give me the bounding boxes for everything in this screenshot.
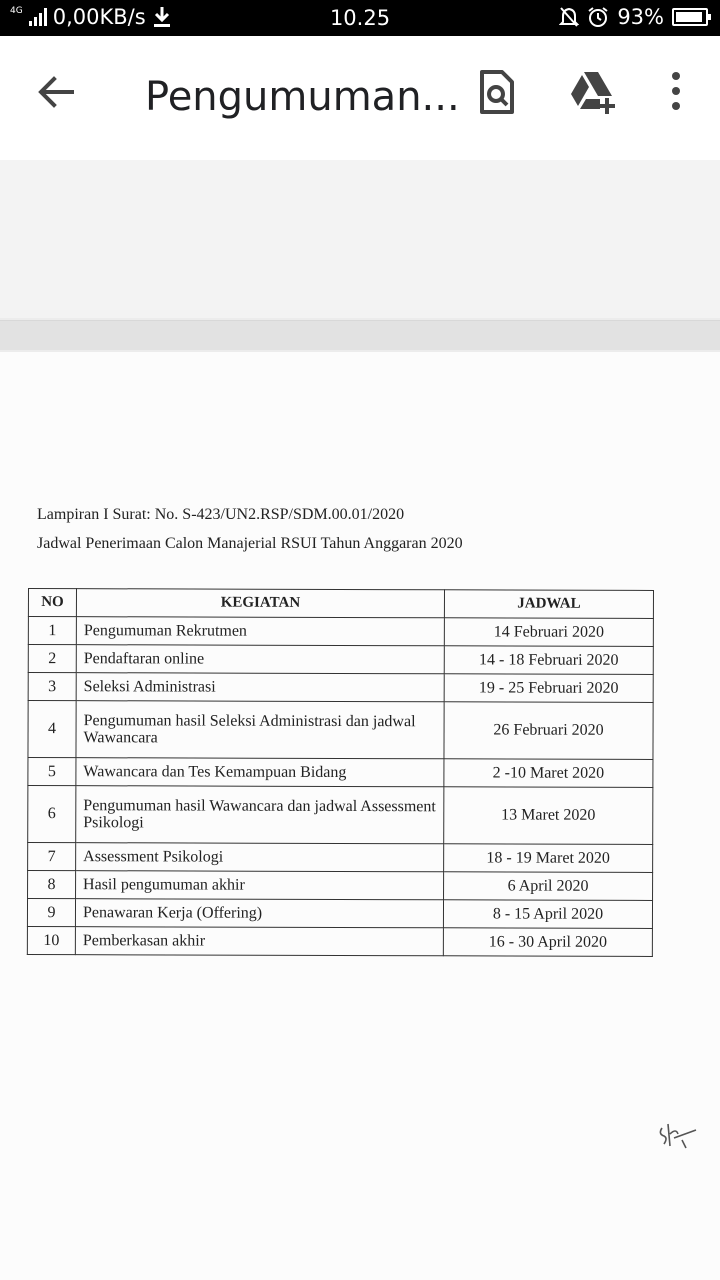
table-row <box>28 701 653 760</box>
app-bar <box>0 36 720 160</box>
document-title: Pengumuman... <box>145 74 460 120</box>
more-vert-icon[interactable] <box>650 66 702 118</box>
table-row <box>28 673 653 703</box>
row-no: 5 <box>28 758 76 786</box>
table-row <box>28 871 653 901</box>
row-kegiatan: Wawancara dan Tes Kemampuan Bidang <box>76 758 444 787</box>
row-kegiatan: Pemberkasan akhir <box>75 927 443 956</box>
table-header-row <box>28 589 653 619</box>
row-kegiatan: Pengumuman hasil Wawancara dan jadwal Assessment Psikologi <box>76 786 444 844</box>
row-no: 1 <box>28 617 76 645</box>
row-kegiatan: Pengumuman Rekrutmen <box>76 617 444 646</box>
battery-percent: 93% <box>617 5 664 29</box>
row-jadwal: 26 Februari 2020 <box>444 702 653 760</box>
alarm-icon <box>587 6 609 28</box>
row-jadwal: 6 April 2020 <box>444 872 653 901</box>
table-row <box>27 926 652 956</box>
paraf-signature <box>656 1120 700 1150</box>
clock: 10.25 <box>329 6 391 30</box>
row-no: 3 <box>28 673 76 701</box>
add-to-drive-icon[interactable] <box>566 66 618 118</box>
table-row <box>28 758 653 788</box>
page-separator <box>0 320 720 350</box>
back-arrow-icon[interactable] <box>32 68 80 116</box>
row-jadwal: 16 - 30 April 2020 <box>443 928 652 957</box>
row-kegiatan: Penawaran Kerja (Offering) <box>75 899 443 928</box>
row-kegiatan: Pengumuman hasil Seleksi Administrasi dan jadwal Wawancara <box>76 701 444 759</box>
table-row <box>28 645 653 675</box>
row-no: 7 <box>28 843 76 871</box>
row-kegiatan: Assessment Psikologi <box>76 843 444 872</box>
row-jadwal: 14 - 18 Februari 2020 <box>444 646 653 675</box>
schedule-table <box>27 588 654 957</box>
row-no: 2 <box>28 645 76 673</box>
row-jadwal: 13 Maret 2020 <box>444 787 653 845</box>
table-row <box>28 786 653 845</box>
row-no: 6 <box>28 786 76 843</box>
row-kegiatan: Pendaftaran online <box>76 645 444 674</box>
column-header-no: NO <box>28 589 76 617</box>
table-row <box>28 843 653 873</box>
row-no: 8 <box>28 871 76 899</box>
previous-page <box>0 160 720 318</box>
status-right <box>559 5 708 29</box>
letter-reference: Lampiran I Surat: No. S-423/UN2.RSP/SDM.00.01/2020 <box>37 506 405 523</box>
battery-icon <box>672 8 708 26</box>
row-kegiatan: Seleksi Administrasi <box>76 673 444 702</box>
find-in-page-icon[interactable] <box>470 66 522 118</box>
network-speed: 0,00KB/s <box>52 5 146 29</box>
schedule-title: Jadwal Penerimaan Calon Manajerial RSUI Tahun Anggaran 2020 <box>37 535 463 552</box>
row-jadwal: 14 Februari 2020 <box>444 618 653 647</box>
table-row <box>28 617 653 647</box>
row-kegiatan: Hasil pengumuman akhir <box>76 871 444 900</box>
row-jadwal: 8 - 15 April 2020 <box>443 900 652 929</box>
row-no: 4 <box>28 701 76 758</box>
row-jadwal: 2 -10 Maret 2020 <box>444 759 653 788</box>
pdf-viewer[interactable] <box>0 160 720 1280</box>
battery-fill <box>676 12 702 22</box>
row-jadwal: 18 - 19 Maret 2020 <box>444 844 653 873</box>
row-no: 10 <box>27 926 75 954</box>
table-row <box>27 899 652 929</box>
notifications-off-icon <box>559 6 579 28</box>
document-page <box>0 352 720 1280</box>
column-header-kegiatan: KEGIATAN <box>76 589 444 618</box>
row-jadwal: 19 - 25 Februari 2020 <box>444 674 653 703</box>
column-header-jadwal: JADWAL <box>444 590 653 619</box>
row-no: 9 <box>27 899 75 927</box>
status-bar <box>0 0 720 36</box>
network-type: 4G <box>10 5 23 16</box>
